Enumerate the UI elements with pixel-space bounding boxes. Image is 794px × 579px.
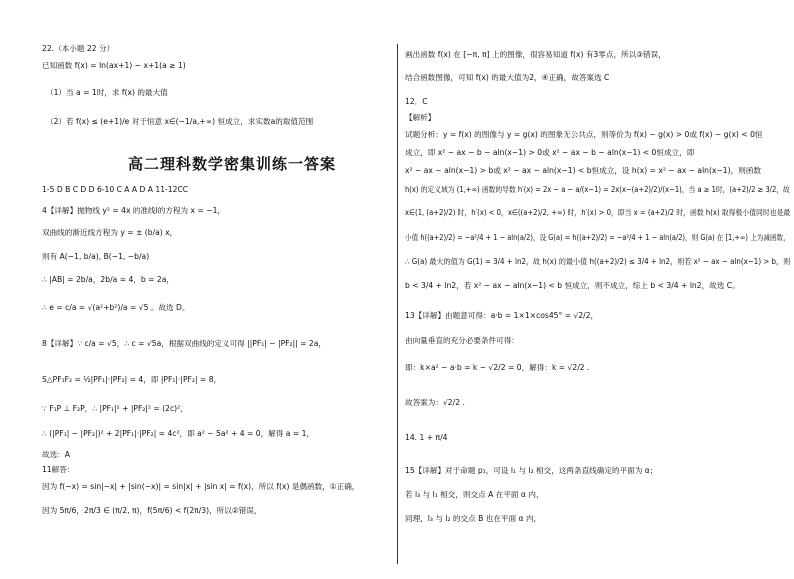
q12-tag: 【解析】 (405, 113, 436, 122)
q11-line3: 画出函数 f(x) 在 [−π, π] 上的图像，很容易知道 f(x) 有3零点，所以③错误， (405, 50, 666, 59)
q22-part2: （2）若 f(x) ≤ (e+1)/e 对于恒意 x∈(−1/a,+∞) 恒成立，求实数a的取值范围 (46, 117, 314, 126)
q8-line5: 故选：A (42, 450, 70, 459)
q8-line3: ∵ F₁P ⊥ F₂P，∴ |PF₁|² + |PF₂|² = (2c)²， (42, 404, 188, 413)
q4-line1: 4【详解】抛物线 y² = 4x 的准线l的方程为 x = −1， (42, 206, 226, 215)
q13-line2: 由向量垂直的充分必要条件可得： (405, 336, 519, 345)
q12-line5: x∈(1, (a+2)/2) 时，h′(x) < 0，x∈((a+2)/2, +∞) 时，h′(x) > 0，即当 x = (a+2)/2 时，函数 h(x) 取得极小值同时也是最 (405, 208, 791, 217)
q12-line1: 试题分析：y = f(x) 的图像与 y = g(x) 的图象无公共点，则等价为 f(x) − g(x) > 0或 f(x) − g(x) < 0恒 (405, 130, 763, 139)
q8-line4: ∴ (|PF₁| − |PF₂|)² + 2|PF₁|·|PF₂| = 4c²，即 a² − 5a² + 4 = 0，解得 a = 1， (42, 429, 315, 438)
q4-line3: 则有 A(−1, b/a), B(−1, −b/a) (42, 252, 150, 261)
q11-line2: 因为 5π/6，2π/3 ∈ (π/2, π)，f(5π/6) < f(2π/3)，所以②错误， (42, 506, 262, 515)
q12-line6: 小值 h((a+2)/2) = −a²/4 + 1 − aln(a/2)，设 G(a) = h((a+2)/2) = −a²/4 + 1 − aln(a/2)，则 G(a) 在 [1,+∞) 上为减函数， (405, 233, 790, 242)
q11-header: 11解答： (42, 465, 75, 474)
q12-line7: ∴ G(a) 最大的值为 G(1) = 3/4 + ln2，故 h(x) 的最小值 h((a+2)/2) ≤ 3/4 + ln2，则若 x² − ax − aln(x−1) > b，则 (405, 257, 791, 266)
q4-line4: ∴ |AB| = 2b/a，2b/a = 4，b = 2a， (42, 275, 174, 284)
q13-line3: 即：k×a² − a·b = k − √2/2 = 0，解得：k = √2/2 . (405, 363, 590, 372)
q15-line2: 若 l₃ 与 l₁ 相交，则交点 A 在平面 α 内， (405, 490, 544, 499)
q12-line3: x² − ax − aln(x−1) > b或 x² − ax − aln(x−1) < b恒成立，设 h(x) = x² − ax − aln(x−1)，则函数 (405, 166, 761, 175)
q13-line1: 13【详解】由题意可得：a·b = 1×1×cos45° = √2/2， (405, 311, 599, 320)
q4-line2: 双曲线的渐近线方程为 y = ± (b/a) x， (42, 228, 178, 237)
q11-line1: 因为 f(−x) = sin|−x| + |sin(−x)| = sin|x| + |sin x| = f(x)，所以 f(x) 是偶函数，①正确， (42, 482, 360, 491)
q8-line2: S△PF₁F₂ = ½|PF₁|·|PF₂| = 4，即 |PF₁|·|PF₂| = 8， (42, 375, 222, 384)
q13-line4: 故答案为：√2/2 . (405, 398, 465, 407)
q12-line8: b < 3/4 + ln2，若 x² − ax − aln(x−1) < b 恒成立，则不成立，综上 b < 3/4 + ln2，故选 C。 (405, 281, 740, 290)
q12-line2: 成立，即 x² − ax − b − aln(x−1) > 0或 x² − ax − b − aln(x−1) < 0恒成立，即 (405, 148, 695, 157)
q11-line4: 结合函数图像，可知 f(x) 的最大值为2，④正确，故答案选 C (405, 73, 610, 82)
q8-line1: 8【详解】∵ c/a = √5，∴ c = √5a，根据双曲线的定义可得 ||PF₁| − |PF₂|| = 2a， (42, 339, 326, 348)
q22-given: 已知函数 f(x) = ln(ax+1) − x+1(a ≥ 1) (42, 61, 186, 70)
column-divider (397, 44, 398, 564)
q14-line1: 14. 1 + π/4 (405, 433, 448, 442)
q22-header: 22.（本小题 22 分） (42, 44, 115, 53)
answer-title: 高二理科数学密集训练一答案 (128, 155, 337, 173)
q15-line1: 15【详解】对于命题 p₁，可设 l₁ 与 l₂ 相交，这两条直线确定的平面为 α； (405, 466, 658, 475)
q12-header: 12．C (405, 97, 428, 106)
q15-line3: 同理，l₃ 与 l₂ 的交点 B 也在平面 α 内， (405, 514, 542, 523)
q12-line4: h(x) 的定义域为 (1,+∞) 函数的导数 h′(x) = 2x − a − a/(x−1) = 2x(x−(a+2)/2)/(x−1)，当 a ≥ 1时，(a+2)/2 ≥ 3/2，故 (405, 185, 790, 194)
q22-part1: （1）当 a = 1时，求 f(x) 的最大值 (46, 88, 168, 97)
q4-line5: ∴ e = c/a = √(a²+b²)/a = √5 。故选 D。 (42, 303, 190, 312)
answers-row: 1-5 D B C D D 6-10 C A A D A 11-12CC (42, 185, 189, 194)
